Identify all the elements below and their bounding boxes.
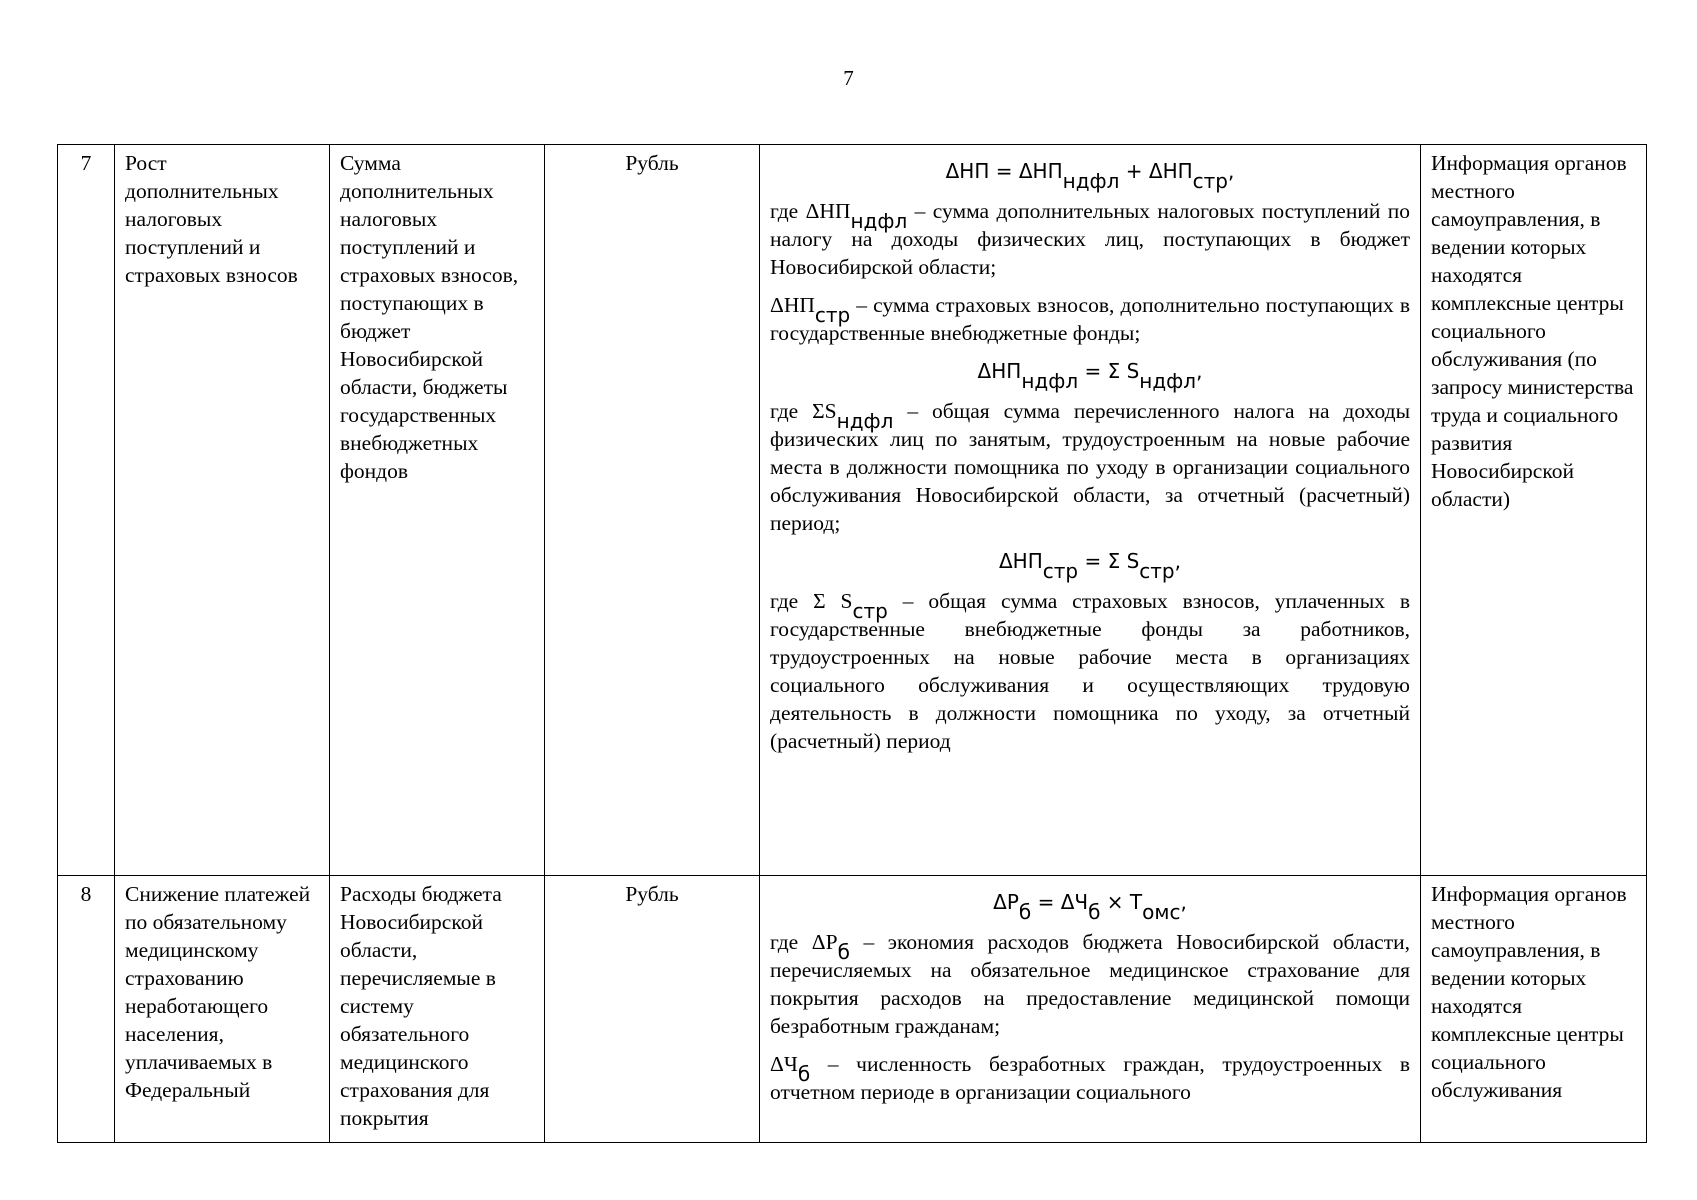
calculation-method <box>760 145 1421 876</box>
table-row <box>58 876 1647 1143</box>
formula: $\Delta НП_{ндфл} = \Sigma$ $S_{ндфл}$, <box>977 359 1203 393</box>
indicators-table <box>57 144 1647 1143</box>
data-source: Информация органов местного самоуправления, в ведении которых находятся комплексные центры социального обслуживания <box>1421 876 1647 1143</box>
formula-explanation: где Σ $S_{стр}$ – общая сумма страховых взносов, уплаченных в государственные внебюджетные фонды за работников, трудоустроенных на новые рабочие места в организациях социального обслуживания и осуществляющих трудовую деятельность в должности помощника по уходу, за отчетный (расчетный) период <box>770 589 1411 753</box>
formula: $\Delta Р_б = \Delta Ч_б \times Т_{омс}$, <box>993 890 1187 924</box>
formula: $\Delta НП_{стр} = \Sigma$ $S_{стр}$, <box>999 549 1181 583</box>
formula-explanation: где $\Sigma S_{ндфл}$ – общая сумма перечисленного налога на доходы физических лиц по занятым, трудоустроенным на новые рабочие места в должности помощника по уходу в организации социального обслуживания Новосибирской области, за отчетный (расчетный) период; <box>770 399 1411 535</box>
formula: $\Delta НП = \Delta НП_{ндфл} + \Delta НП_{стр}$, <box>945 159 1235 193</box>
indicator-name: Снижение платежей по обязательному медицинскому страхованию неработающего населения, уплачиваемых в Федеральный <box>115 876 330 1143</box>
formula-explanation: где $\Delta НП_{ндфл}$ – сумма дополнительных налоговых поступлений по налогу на доходы физических лиц, поступающих в бюджет Новосибирской области; <box>770 199 1410 279</box>
data-source: Информация органов местного самоуправления, в ведении которых находятся комплексные центры социального обслуживания (по запросу министерства труда и социального развития Новосибирской области) <box>1421 145 1647 876</box>
indicator-definition: Расходы бюджета Новосибирской области, перечисляемые в систему обязательного медицинского страхования для покрытия <box>330 876 545 1143</box>
formula-explanation: $\Delta НП_{стр}$ – сумма страховых взносов, дополнительно поступающих в государственные внебюджетные фонды; <box>770 293 1410 345</box>
row-number: 8 <box>58 876 115 1143</box>
indicator-definition: Сумма дополнительных налоговых поступлений и страховых взносов, поступающих в бюджет Новосибирской области, бюджеты государственных внебюджетных фондов <box>330 145 545 876</box>
formula-explanation: где $\Delta Р_б$ – экономия расходов бюджета Новосибирской области, перечисляемых на обязательное медицинское страхование для покрытия расходов на предоставление медицинской помощи безработным гражданам; <box>770 930 1410 1038</box>
unit-of-measure: Рубль <box>545 876 760 1143</box>
calculation-method <box>760 876 1421 1143</box>
indicator-name: Рост дополнительных налоговых поступлений и страховых взносов <box>115 145 330 876</box>
unit-of-measure: Рубль <box>545 145 760 876</box>
page-number: 7 <box>843 66 854 90</box>
row-number: 7 <box>58 145 115 876</box>
formula-explanation: $\Delta Ч_б$ – численность безработных граждан, трудоустроенных в отчетном периоде в организации социального <box>770 1052 1410 1104</box>
table-row <box>58 145 1647 876</box>
